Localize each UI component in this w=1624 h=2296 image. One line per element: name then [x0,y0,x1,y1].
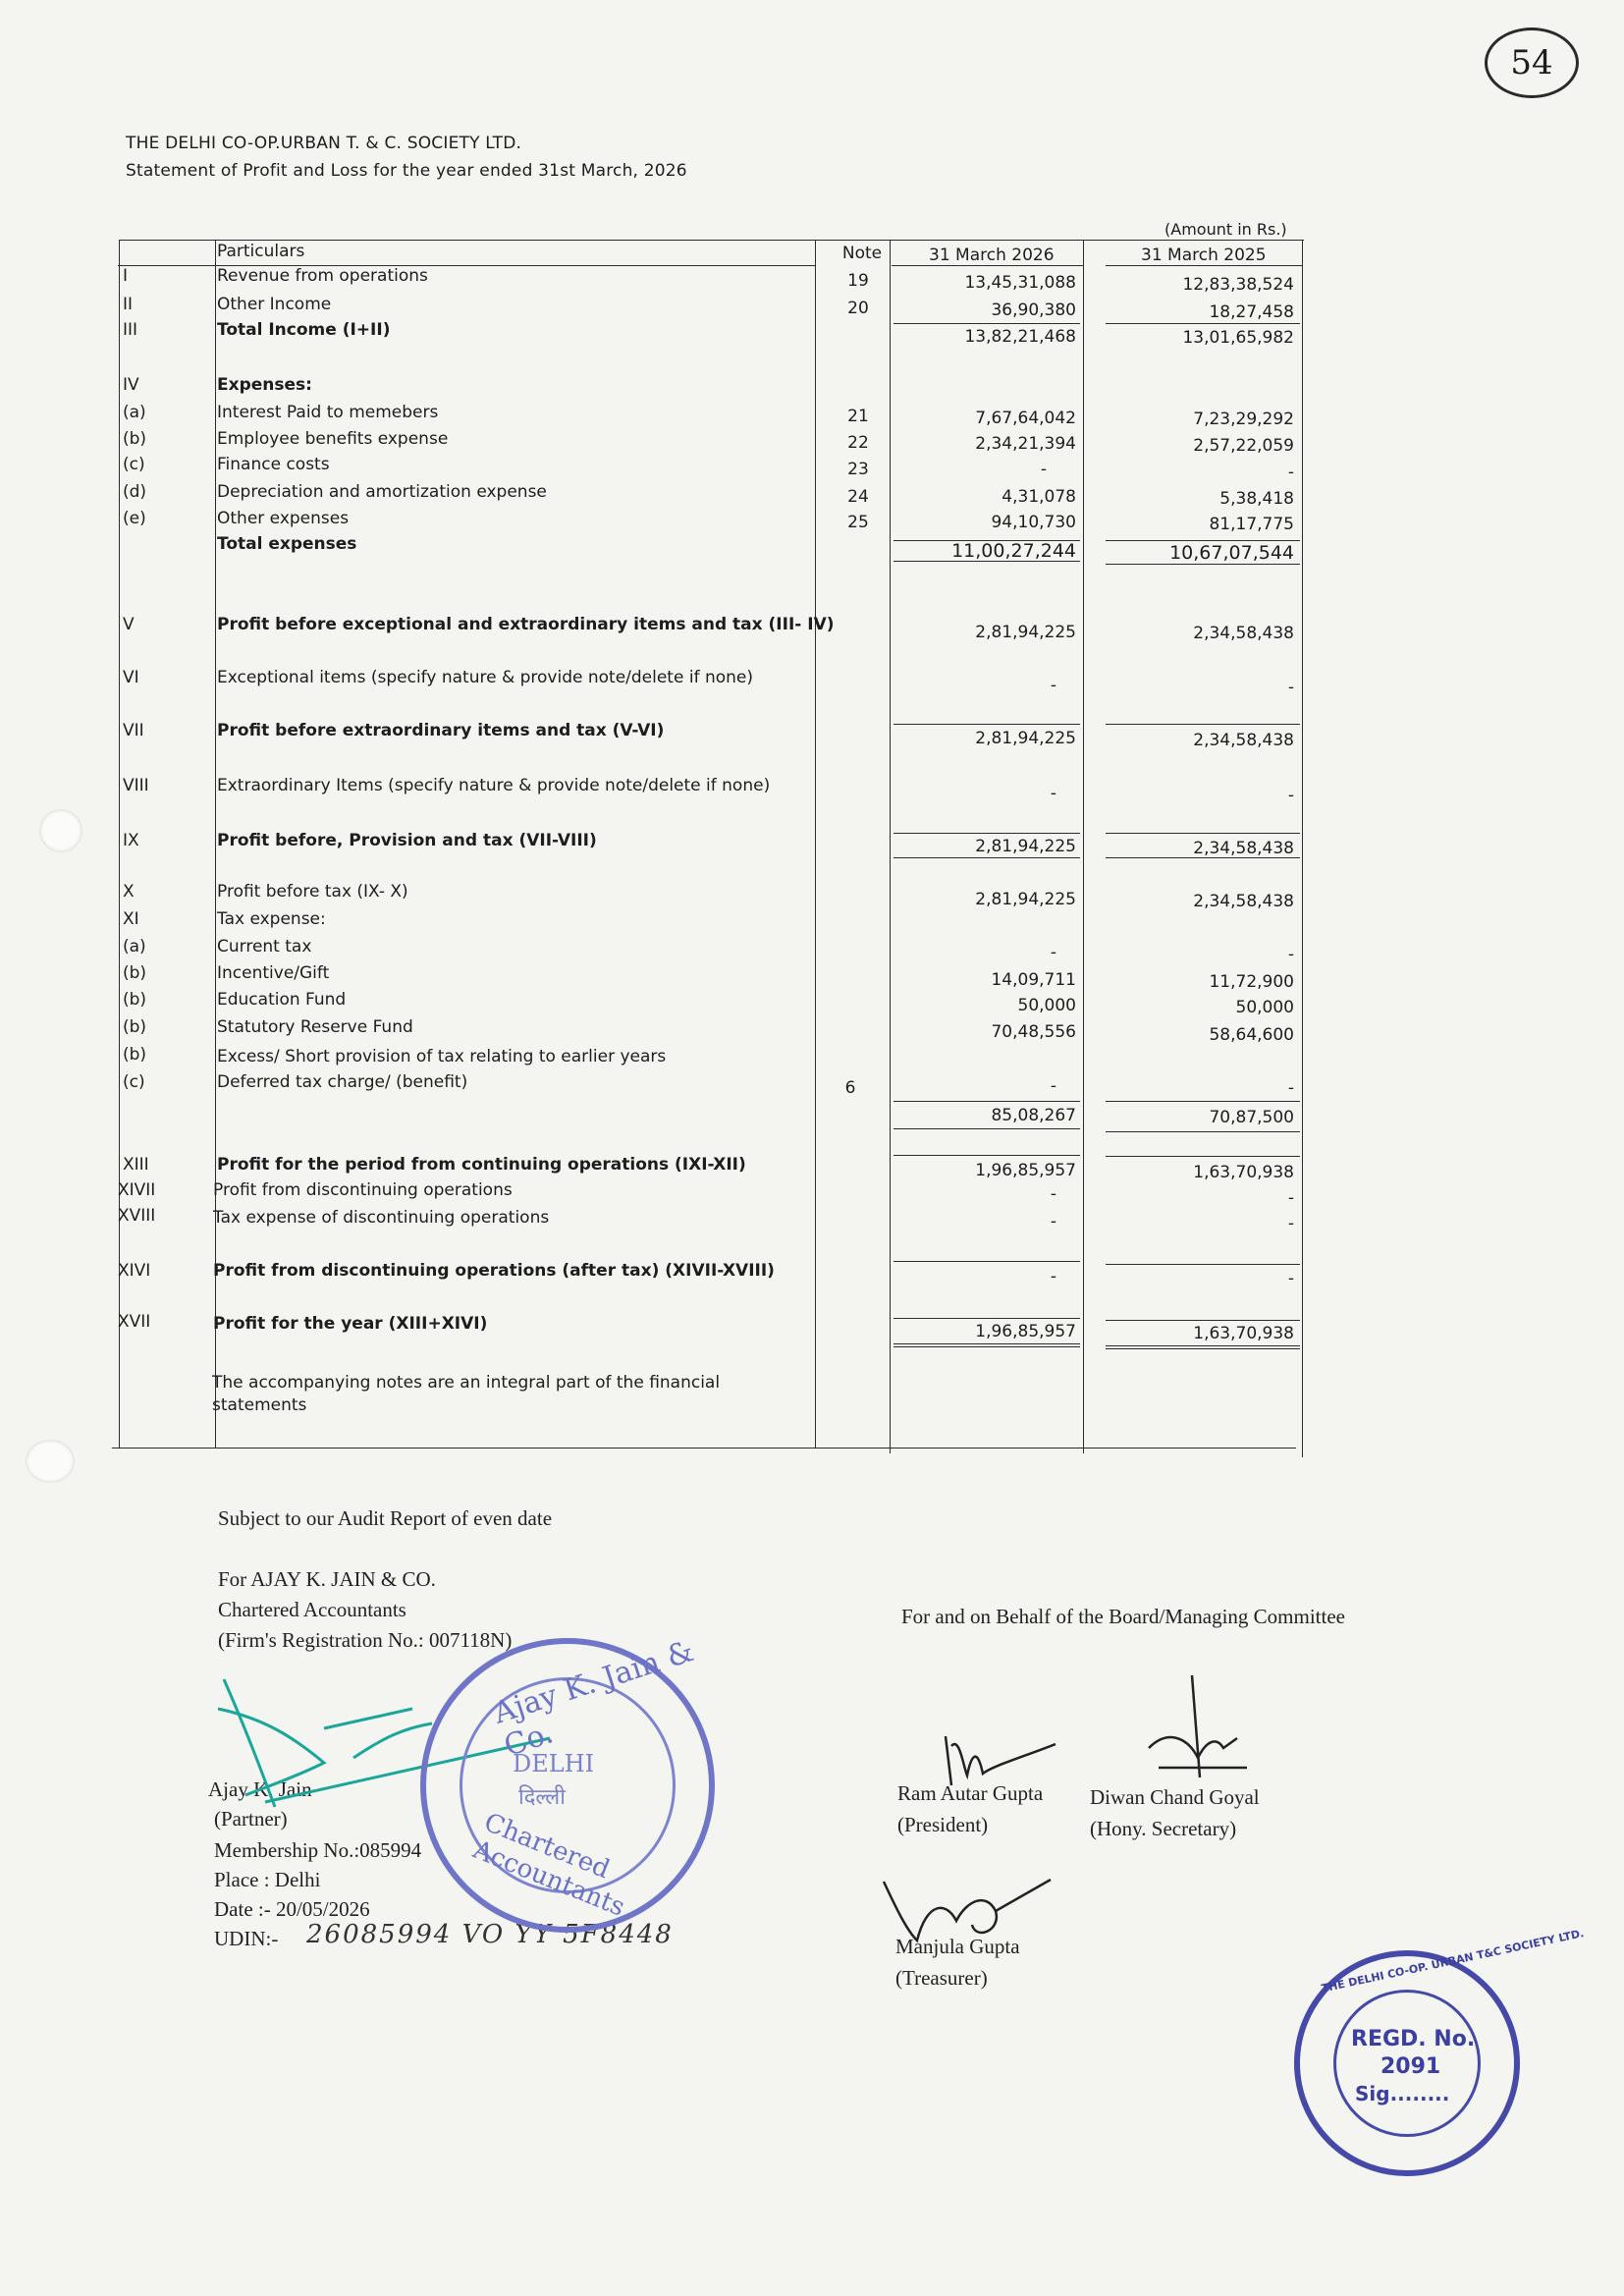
society-stamp-reg: REGD. No. [1351,2027,1476,2051]
auditor-registration: (Firm's Registration No.: 007118N) [218,1628,513,1652]
row-particulars: Excess/ Short provision of tax relating to earlier years [217,1047,667,1066]
row-no: (b) [123,429,147,449]
row-no: (b) [123,1045,147,1065]
row-no: VII [123,721,144,740]
row-particulars: Profit from discontinuing operations [213,1180,513,1200]
row-particulars: Exceptional items (specify nature & provide note/delete if none) [217,668,753,687]
header-note: Note [841,244,883,263]
auditor-date: Date :- 20/05/2026 [214,1897,370,1921]
society-name: THE DELHI CO-OP.URBAN T. & C. SOCIETY LTD. [126,134,522,153]
punch-hole-top [39,809,82,852]
row-no: XIII [123,1155,149,1175]
row-value-2026: 70,48,556 [991,1022,1076,1042]
row-value-2026: 14,09,711 [991,970,1076,990]
row-particulars: Tax expense: [217,909,326,929]
row-no: I [123,266,129,286]
secretary-signature [1139,1669,1257,1797]
row-note: 19 [847,271,869,291]
row-no: XIVII [118,1180,156,1200]
header-2026: 31 March 2026 [929,246,1055,265]
row-value-2025: 2,34,58,438 [1193,731,1294,750]
row-no: VIII [123,776,149,795]
row-value-2025: - [1287,945,1294,964]
society-stamp-sig: Sig........ [1355,2082,1450,2105]
society-stamp [1294,1927,1586,2176]
ca-stamp [420,1633,715,1933]
row-note: 23 [847,460,869,479]
row-particulars: Profit before extraordinary items and tax (V-VI) [217,721,665,740]
row-note: 24 [847,487,869,507]
row-value-2025: 2,34,58,438 [1193,624,1294,643]
row-particulars: Profit for the year (XIII+XIVI) [213,1314,488,1334]
treasurer-name: Manjula Gupta [895,1935,1020,1958]
row-no: (c) [123,1072,145,1092]
row-note: 22 [847,433,869,453]
header-particulars: Particulars [217,242,305,261]
table-footnote-cont: statements [212,1395,307,1415]
row-particulars: Depreciation and amortization expense [217,482,547,502]
row-no: (c) [123,455,145,474]
row-note: 21 [847,407,869,426]
row-no: (b) [123,963,147,983]
row-value-2026: 11,00,27,244 [951,540,1076,562]
header-2025: 31 March 2025 [1141,246,1267,265]
row-particulars: Profit from discontinuing operations (after tax) (XIVII-XVIII) [213,1261,775,1281]
row-value-2025: - [1287,1188,1294,1208]
row-particulars: Profit for the period from continuing operations (IXI-XII) [217,1155,746,1175]
row-value-2025: 2,34,58,438 [1193,839,1294,858]
row-value-2026: 94,10,730 [991,513,1076,532]
row-particulars: Current tax [217,937,312,957]
row-value-2026: - [1050,1184,1056,1204]
udin-label: UDIN:- [214,1927,279,1950]
row-particulars: Employee benefits expense [217,429,449,449]
row-value-2025: 7,23,29,292 [1193,410,1294,429]
table-footnote: The accompanying notes are an integral part of the financial [212,1373,721,1393]
row-no: XIVI [118,1261,151,1281]
ca-stamp-bottom: Chartered Accountants [468,1807,629,1923]
row-particulars: Total expenses [217,534,357,554]
row-value-2025: - [1287,1269,1294,1288]
row-particulars: Statutory Reserve Fund [217,1017,413,1037]
row-no: XVII [118,1312,151,1332]
row-value-2026: - [1050,1267,1056,1286]
row-no: V [123,615,135,634]
row-value-2026: - [1050,784,1056,803]
row-value-2025: 58,64,600 [1209,1025,1294,1045]
row-particulars: Other Income [217,295,332,314]
row-no: (a) [123,403,146,422]
row-value-2026: 85,08,267 [991,1106,1076,1125]
row-no: IV [123,375,139,395]
society-stamp-ring: THE DELHI CO-OP. URBAN T&C SOCIETY LTD. [1320,1927,1586,1995]
row-no: (a) [123,937,146,957]
row-value-2026: 1,96,85,957 [975,1322,1076,1341]
row-value-2026: 7,67,64,042 [975,409,1076,428]
row-value-2025: - [1287,786,1294,805]
row-value-2025: 70,87,500 [1209,1108,1294,1127]
auditor-role: (Partner) [214,1807,288,1831]
row-value-2025: 13,01,65,982 [1182,328,1294,348]
row-note: 25 [847,513,869,532]
row-value-2025: 2,34,58,438 [1193,892,1294,911]
secretary-role: (Hony. Secretary) [1090,1817,1237,1840]
row-value-2025: 81,17,775 [1209,515,1294,534]
row-value-2025: 11,72,900 [1209,972,1294,992]
row-value-2025: 50,000 [1235,998,1294,1017]
row-value-2026: - [1050,943,1056,962]
amount-unit-note: (Amount in Rs.) [1164,220,1287,239]
ca-stamp-city-hi: दिल्ली [518,1785,566,1810]
row-particulars: Total Income (I+II) [217,320,391,340]
row-value-2026: 4,31,078 [1001,487,1076,507]
row-particulars: Profit before, Provision and tax (VII-VIII) [217,831,597,850]
treasurer-role: (Treasurer) [895,1966,988,1990]
row-value-2026: 13,45,31,088 [964,273,1076,293]
auditor-title: Chartered Accountants [218,1598,406,1621]
row-value-2025: - [1287,463,1294,482]
row-particulars: Revenue from operations [217,266,428,286]
row-value-2025: 10,67,07,544 [1169,542,1294,564]
president-role: (President) [897,1813,989,1836]
row-value-2026: 2,81,94,225 [975,837,1076,856]
row-no: X [123,882,135,902]
row-note: 20 [847,299,869,318]
row-value-2026: 2,81,94,225 [975,623,1076,642]
auditor-membership: Membership No.:085994 [214,1838,422,1862]
row-value-2025: 18,27,458 [1209,302,1294,322]
row-particulars: Other expenses [217,509,350,528]
row-value-2026: 13,82,21,468 [964,327,1076,347]
row-value-2026: - [1050,1076,1056,1096]
row-particulars: Expenses: [217,375,312,395]
row-value-2025: - [1287,1214,1294,1233]
auditor-name: Ajay K. Jain [208,1777,312,1801]
row-value-2026: 36,90,380 [991,301,1076,320]
row-particulars: Deferred tax charge/ (benefit) [217,1072,468,1092]
row-value-2026: - [1050,676,1056,695]
row-no: XI [123,909,139,929]
row-value-2026: 2,34,21,394 [975,434,1076,454]
statement-title: Statement of Profit and Loss for the year ended 31st March, 2026 [126,161,687,181]
row-no: IX [123,831,139,850]
punch-hole-bottom [26,1440,75,1483]
page-number: 54 [1485,27,1579,98]
row-particulars: Finance costs [217,455,330,474]
row-particulars: Profit before tax (IX- X) [217,882,408,902]
audit-subject: Subject to our Audit Report of even date [218,1506,553,1530]
row-no: (e) [123,509,146,528]
row-no: II [123,295,134,314]
row-particulars: Education Fund [217,990,347,1010]
row-no: (b) [123,1017,147,1037]
row-value-2026: 1,96,85,957 [975,1161,1076,1180]
row-note: 6 [844,1078,856,1098]
ca-stamp-top: Ajay K. Jain & Co. [489,1633,698,1764]
row-value-2025: 2,57,22,059 [1193,436,1294,456]
president-name: Ram Autar Gupta [897,1781,1044,1805]
row-particulars: Tax expense of discontinuing operations [213,1208,550,1228]
secretary-name: Diwan Chand Goyal [1090,1785,1260,1809]
row-no: III [123,320,138,340]
row-value-2025: 1,63,70,938 [1193,1163,1294,1182]
board-heading: For and on Behalf of the Board/Managing Committee [901,1605,1345,1628]
row-no: (d) [123,482,147,502]
row-value-2025: - [1287,1078,1294,1098]
row-value-2026: - [1050,1212,1056,1231]
row-value-2026: 2,81,94,225 [975,729,1076,748]
society-stamp-number: 2091 [1380,2054,1441,2079]
row-value-2026: 50,000 [1017,996,1076,1015]
row-particulars: Extraordinary Items (specify nature & provide note/delete if none) [217,776,771,795]
row-no: VI [123,668,139,687]
auditor-firm: For AJAY K. JAIN & CO. [218,1567,436,1591]
row-particulars: Interest Paid to memebers [217,403,439,422]
row-value-2026: 2,81,94,225 [975,890,1076,909]
ca-stamp-city-en: DELHI [513,1750,595,1777]
row-value-2026: - [1040,460,1047,479]
row-value-2025: 5,38,418 [1219,489,1294,509]
row-particulars: Incentive/Gift [217,963,330,983]
auditor-place: Place : Delhi [214,1868,321,1891]
row-value-2025: 1,63,70,938 [1193,1324,1294,1343]
row-no: (b) [123,990,147,1010]
row-particulars: Profit before exceptional and extraordinary items and tax (III- IV) [217,615,835,634]
row-value-2025: 12,83,38,524 [1182,275,1294,295]
udin-handwritten: 26085994 VO YY 5F8448 [306,1920,674,1949]
row-no: XVIII [118,1206,156,1226]
row-value-2025: - [1287,678,1294,697]
